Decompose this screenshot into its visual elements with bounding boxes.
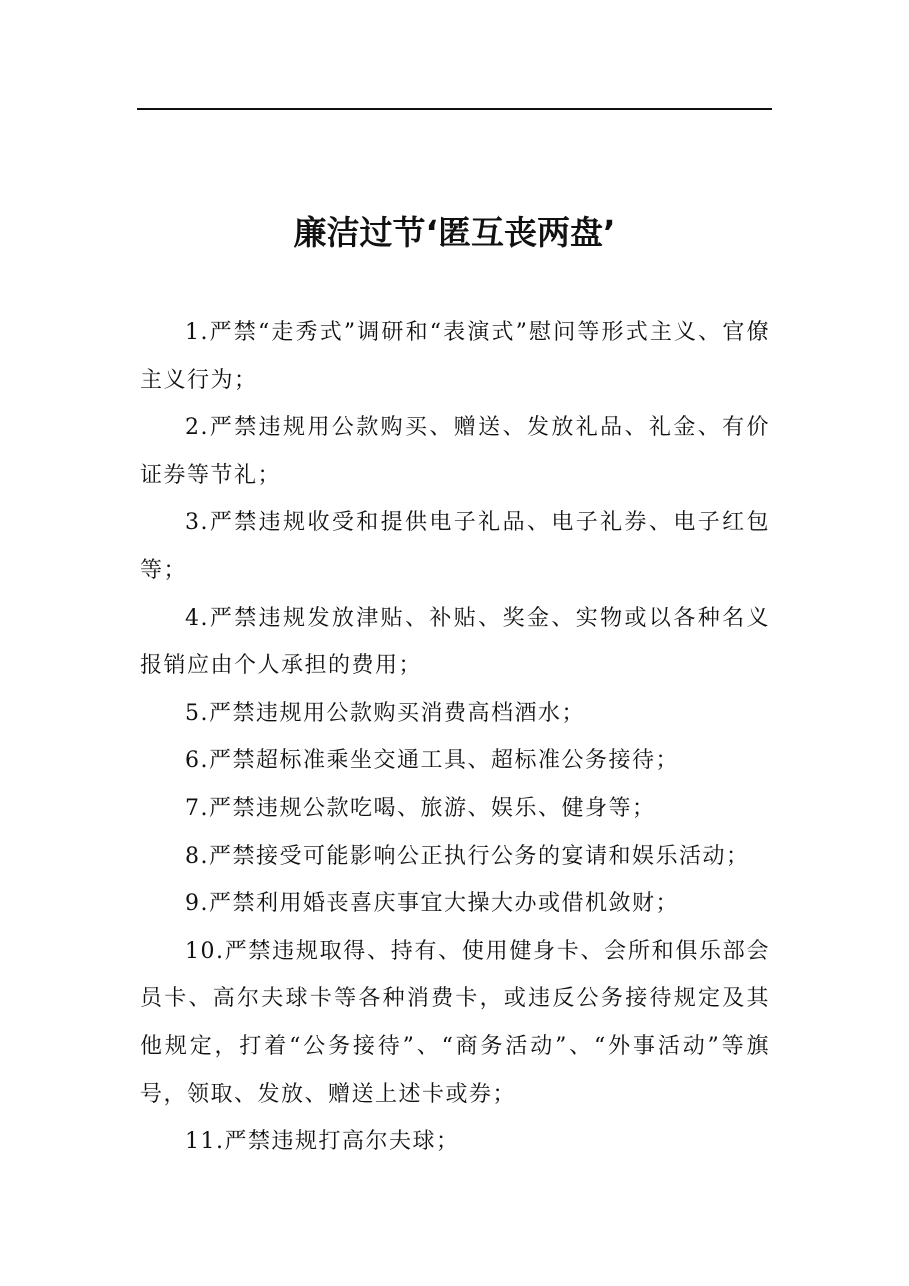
- rule-item-1: 1.严禁“走秀式”调研和“表演式”慰问等形式主义、官僚主义行为；: [140, 320, 770, 393]
- rule-item-11: 11.严禁违规打高尔夫球；: [185, 1129, 460, 1155]
- rule-item-8: 8.严禁接受可能影响公正执行公务的宴请和娱乐活动；: [185, 843, 750, 869]
- rule-item-4: 4.严禁违规发放津贴、补贴、奖金、实物或以各种名义报销应由个人承担的费用；: [140, 605, 770, 679]
- rule-item-10: 10.严禁违规取得、持有、使用健身卡、会所和俱乐部会员卡、高尔夫球卡等各种消费卡，或违反公务接待规定及其他规定，打着“公务接待”、“商务活动”、“外事活动”等旗号，领取、发放、赠送上述卡或券；: [140, 938, 770, 1107]
- document-title: 廉洁过节‘匿互丧两盘’: [293, 213, 616, 252]
- header-rule: [137, 108, 772, 110]
- rule-item-7: 7.严禁违规公款吃喝、旅游、娱乐、健身等；: [185, 795, 656, 821]
- rule-item-6: 6.严禁超标准乘坐交通工具、超标准公务接待；: [185, 748, 679, 774]
- rule-item-3: 3.严禁违规收受和提供电子礼品、电子礼券、电子红包等；: [140, 510, 770, 583]
- rule-item-9: 9.严禁利用婚丧喜庆事宜大操大办或借机敛财；: [185, 891, 679, 917]
- document-body: [140, 309, 770, 1166]
- rule-item-2: 2.严禁违规用公款购买、赠送、发放礼品、礼金、有价证券等节礼；: [140, 415, 770, 488]
- rule-item-5: 5.严禁违规用公款购买消费高档酒水；: [185, 700, 585, 726]
